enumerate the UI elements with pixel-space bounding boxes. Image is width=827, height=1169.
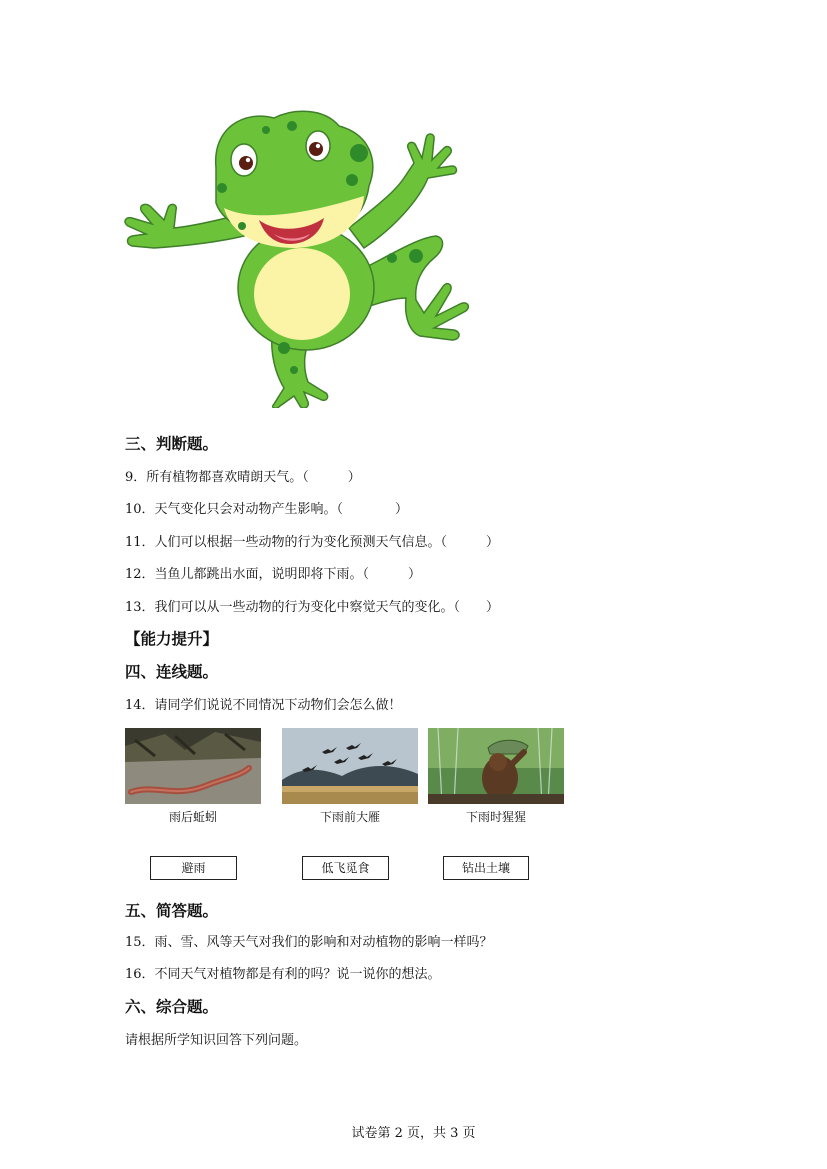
- caption-geese: 下雨前大雁: [319, 810, 380, 824]
- question-13: 13．我们可以从一些动物的行为变化中察觉天气的变化。（ ）: [125, 600, 500, 615]
- frog-illustration: [124, 108, 479, 408]
- caption-orangutan: 下雨时猩猩: [465, 810, 526, 824]
- match-box-fly-low[interactable]: 低飞觅食: [302, 856, 389, 880]
- question-14: 14．请同学们说说不同情况下动物们会怎么做！: [125, 698, 402, 713]
- question-9: 9．所有植物都喜欢晴朗天气。（ ）: [125, 470, 361, 485]
- section-6-intro: 请根据所学知识回答下列问题。: [125, 1033, 308, 1048]
- geese-photo: [282, 728, 418, 804]
- orangutan-photo: [428, 728, 564, 804]
- question-11: 11．人们可以根据一些动物的行为变化预测天气信息。（ ）: [125, 535, 500, 550]
- section-3-title: 三、判断题。: [125, 435, 219, 453]
- question-12: 12．当鱼儿都跳出水面，说明即将下雨。（ ）: [125, 567, 422, 582]
- question-10: 10．天气变化只会对动物产生影响。（ ）: [125, 502, 409, 517]
- page-footer: 试卷第 2 页，共 3 页: [351, 1126, 476, 1141]
- match-box-shelter[interactable]: 避雨: [150, 856, 237, 880]
- question-16: 16．不同天气对植物都是有利的吗？说一说你的想法。: [125, 967, 441, 982]
- ability-title: 【能力提升】: [125, 630, 219, 648]
- section-6-title: 六、综合题。: [125, 998, 219, 1016]
- question-15: 15．雨、雪、风等天气对我们的影响和对动植物的影响一样吗？: [125, 935, 493, 950]
- section-4-title: 四、连线题。: [125, 663, 219, 681]
- earthworm-photo: [125, 728, 261, 804]
- section-5-title: 五、简答题。: [125, 902, 219, 920]
- match-box-soil[interactable]: 钻出土壤: [443, 856, 529, 880]
- caption-earthworm: 雨后蚯蚓: [168, 810, 217, 824]
